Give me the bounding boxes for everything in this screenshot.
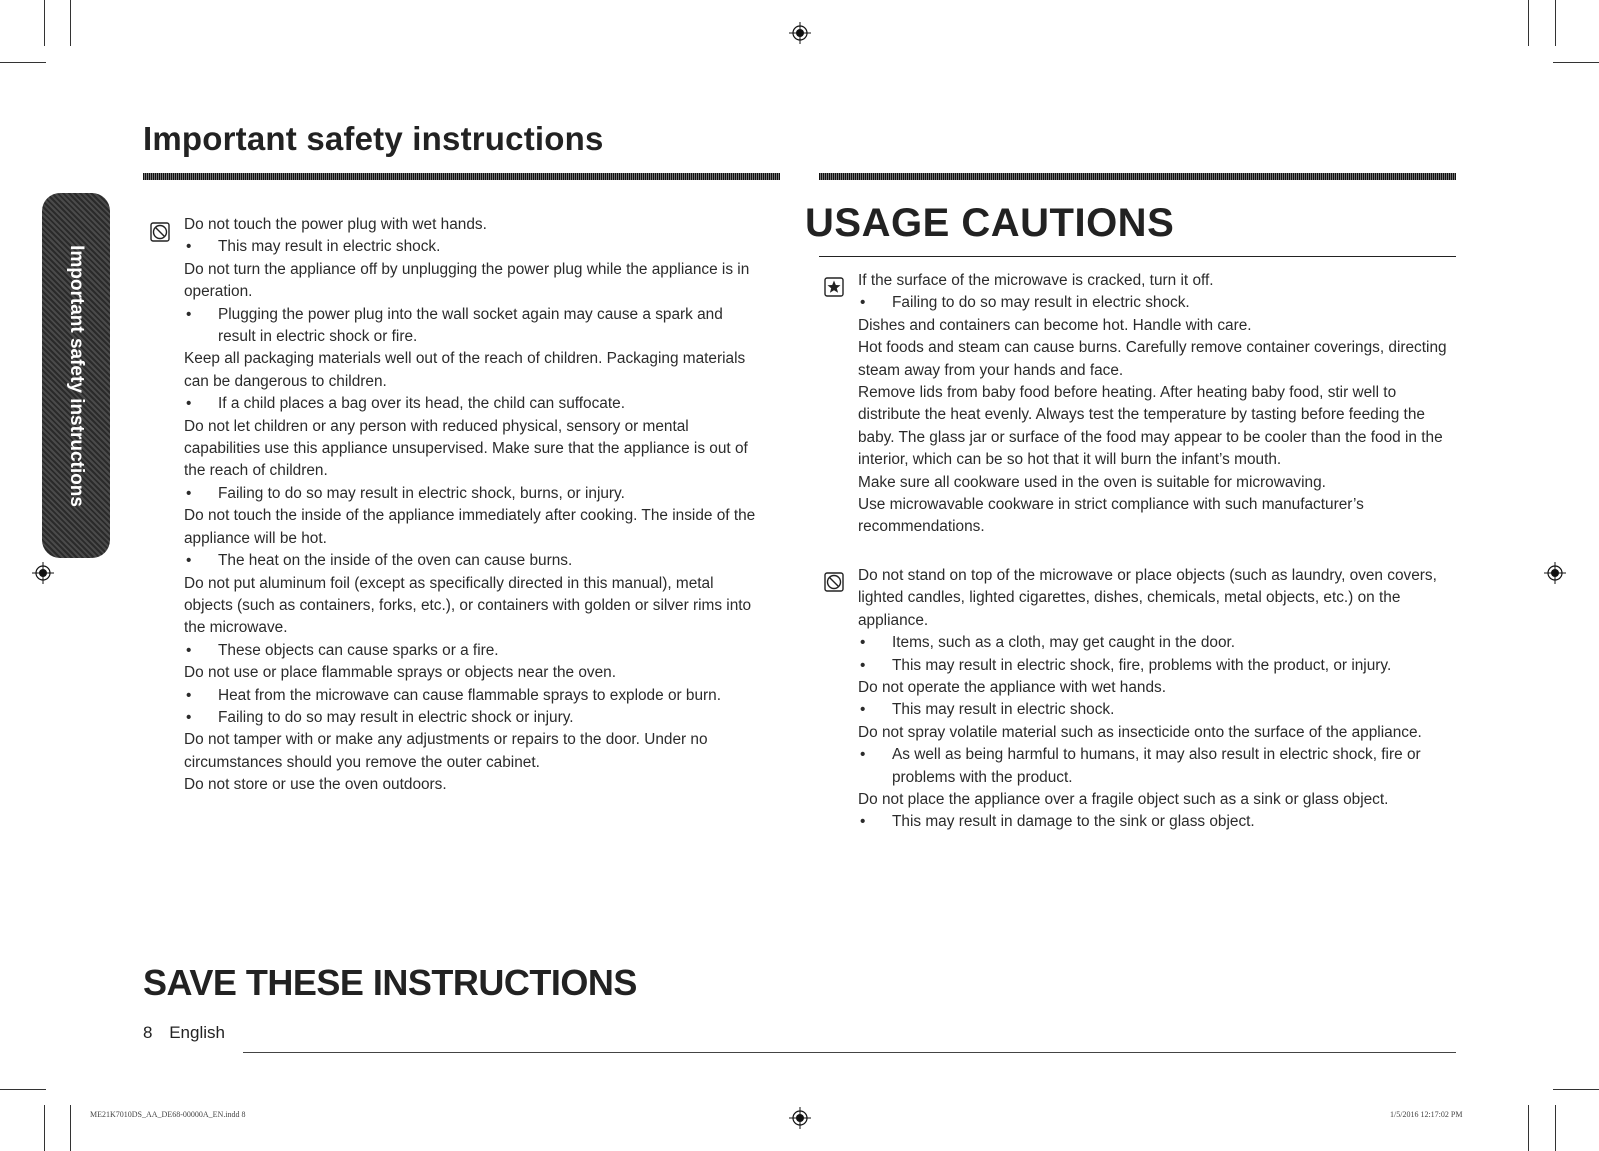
page-title: Important safety instructions: [143, 120, 604, 157]
usage-title-rule: [819, 256, 1456, 257]
side-tab-label: Important safety instructions: [66, 244, 87, 507]
instruction-text: Do not spray volatile material such as insecticide onto the surface of the appliance.: [858, 723, 1422, 741]
bullet-item: • This may result in electric shock, fire, problems with the product, or injury.: [858, 655, 1458, 677]
instruction-text: If the surface of the microwave is cracked, turn it off.: [858, 272, 1214, 289]
bullet-item: • This may result in electric shock.: [184, 236, 764, 258]
print-slug-file: ME21K7010DS_AA_DE68-00000A_EN.indd 8: [90, 1110, 246, 1119]
registration-mark-icon: [789, 22, 811, 44]
prohibition-icon: [824, 572, 844, 592]
bullet-item: • Failing to do so may result in electric shock, burns, or injury.: [184, 483, 764, 505]
bullet-item: • As well as being harmful to humans, it may also result in electric shock, fire or problems with the product.: [858, 744, 1458, 789]
section-side-tab: [42, 193, 110, 558]
crop-mark: [70, 0, 71, 46]
instruction-text: Do not touch the inside of the appliance immediately after cooking. The inside of the appliance will be hot.: [184, 507, 756, 547]
bullet-item: • These objects can cause sparks or a fire.: [184, 640, 764, 662]
instruction-text: Do not operate the appliance with wet hands.: [858, 679, 1167, 697]
crop-mark: [1528, 1105, 1529, 1151]
caution-star-icon: [824, 277, 844, 297]
footer-language: English: [169, 1023, 225, 1042]
instruction-text: Use microwavable cookware in strict compliance with such manufacturer’s recommendations.: [858, 496, 1364, 536]
instruction-text: Do not use or place flammable sprays or objects near the oven.: [184, 664, 617, 682]
print-slug-date: 1/5/2016 12:17:02 PM: [1390, 1110, 1463, 1119]
instruction-text: Remove lids from baby food before heating. After heating baby food, stir well to distribute the heat evenly. Always test the temperature by tasting before feeding the baby. The glass jar or surface of the food may appear to be cooler than the food in the interior, which can be so hot that it will burn the infant’s mouth.: [858, 384, 1443, 469]
usage-cautions-block: [858, 270, 1458, 539]
bullet-item: • Plugging the power plug into the wall socket again may cause a spark and result in electric shock or fire.: [184, 304, 764, 349]
instruction-text: Make sure all cookware used in the oven is suitable for microwaving.: [858, 473, 1326, 491]
registration-mark-icon: [1544, 562, 1566, 584]
crop-mark: [1528, 0, 1529, 46]
instruction-text: Do not tamper with or make any adjustments or repairs to the door. Under no circumstances should you remove the outer cabinet.: [184, 731, 708, 771]
instruction-text: Do not stand on top of the microwave or place objects (such as laundry, oven covers, lighted candles, lighted cigarettes, dishes, chemicals, metal objects, etc.) on the appliance.: [858, 567, 1437, 629]
instruction-text: Do not put aluminum foil (except as specifically directed in this manual), metal objects (such as containers, forks, etc.), or containers with golden or silver rims into the microwave.: [184, 574, 752, 637]
bullet-item: • Failing to do so may result in electric shock or injury.: [184, 707, 764, 729]
crop-mark: [1555, 1105, 1556, 1151]
instruction-text: Do not let children or any person with reduced physical, sensory or mental capabilities use this appliance unsupervised. Make sure that the appliance is out of the reach of children.: [184, 417, 748, 480]
prohibition-icon: [150, 222, 170, 242]
instruction-text: Do not store or use the oven outdoors.: [184, 776, 447, 794]
instruction-text: Do not turn the appliance off by unplugging the power plug while the appliance is in operation.: [184, 260, 750, 301]
crop-mark: [1555, 0, 1556, 46]
page-footer: [143, 1023, 225, 1043]
bullet-item: • This may result in electric shock.: [858, 699, 1458, 721]
crop-mark: [1553, 1089, 1599, 1090]
header-rule-left: [143, 173, 780, 180]
usage-cautions-title: USAGE CAUTIONS: [805, 201, 1175, 245]
crop-mark: [0, 62, 46, 63]
usage-prohibitions-block: [858, 565, 1458, 834]
bullet-item: • Items, such as a cloth, may get caught in the door.: [858, 632, 1458, 654]
crop-mark: [1553, 62, 1599, 63]
instruction-text: Keep all packaging materials well out of the reach of children. Packaging materials can be dangerous to children.: [184, 350, 746, 390]
header-rule-right: [819, 173, 1456, 180]
footer-rule: [243, 1052, 1456, 1053]
bullet-item: • This may result in damage to the sink or glass object.: [858, 811, 1458, 833]
registration-mark-icon: [32, 562, 54, 584]
crop-mark: [44, 1105, 45, 1151]
instruction-text: Hot foods and steam can cause burns. Carefully remove container coverings, directing steam away from your hands and face.: [858, 339, 1447, 379]
page-number: 8: [143, 1023, 153, 1042]
bullet-item: • If a child places a bag over its head, the child can suffocate.: [184, 393, 764, 415]
instruction-text: Do not touch the power plug with wet hands.: [184, 216, 487, 233]
crop-mark: [0, 1089, 46, 1090]
left-column: [184, 214, 764, 797]
crop-mark: [70, 1105, 71, 1151]
bullet-item: • Heat from the microwave can cause flammable sprays to explode or burn.: [184, 685, 764, 707]
crop-mark: [44, 0, 45, 46]
instruction-text: Dishes and containers can become hot. Handle with care.: [858, 316, 1252, 334]
bullet-item: • Failing to do so may result in electric shock.: [858, 292, 1458, 314]
registration-mark-icon: [789, 1107, 811, 1129]
bullet-item: • The heat on the inside of the oven can cause burns.: [184, 550, 764, 572]
instruction-text: Do not place the appliance over a fragile object such as a sink or glass object.: [858, 791, 1389, 809]
save-instructions-heading: SAVE THESE INSTRUCTIONS: [143, 962, 637, 1003]
